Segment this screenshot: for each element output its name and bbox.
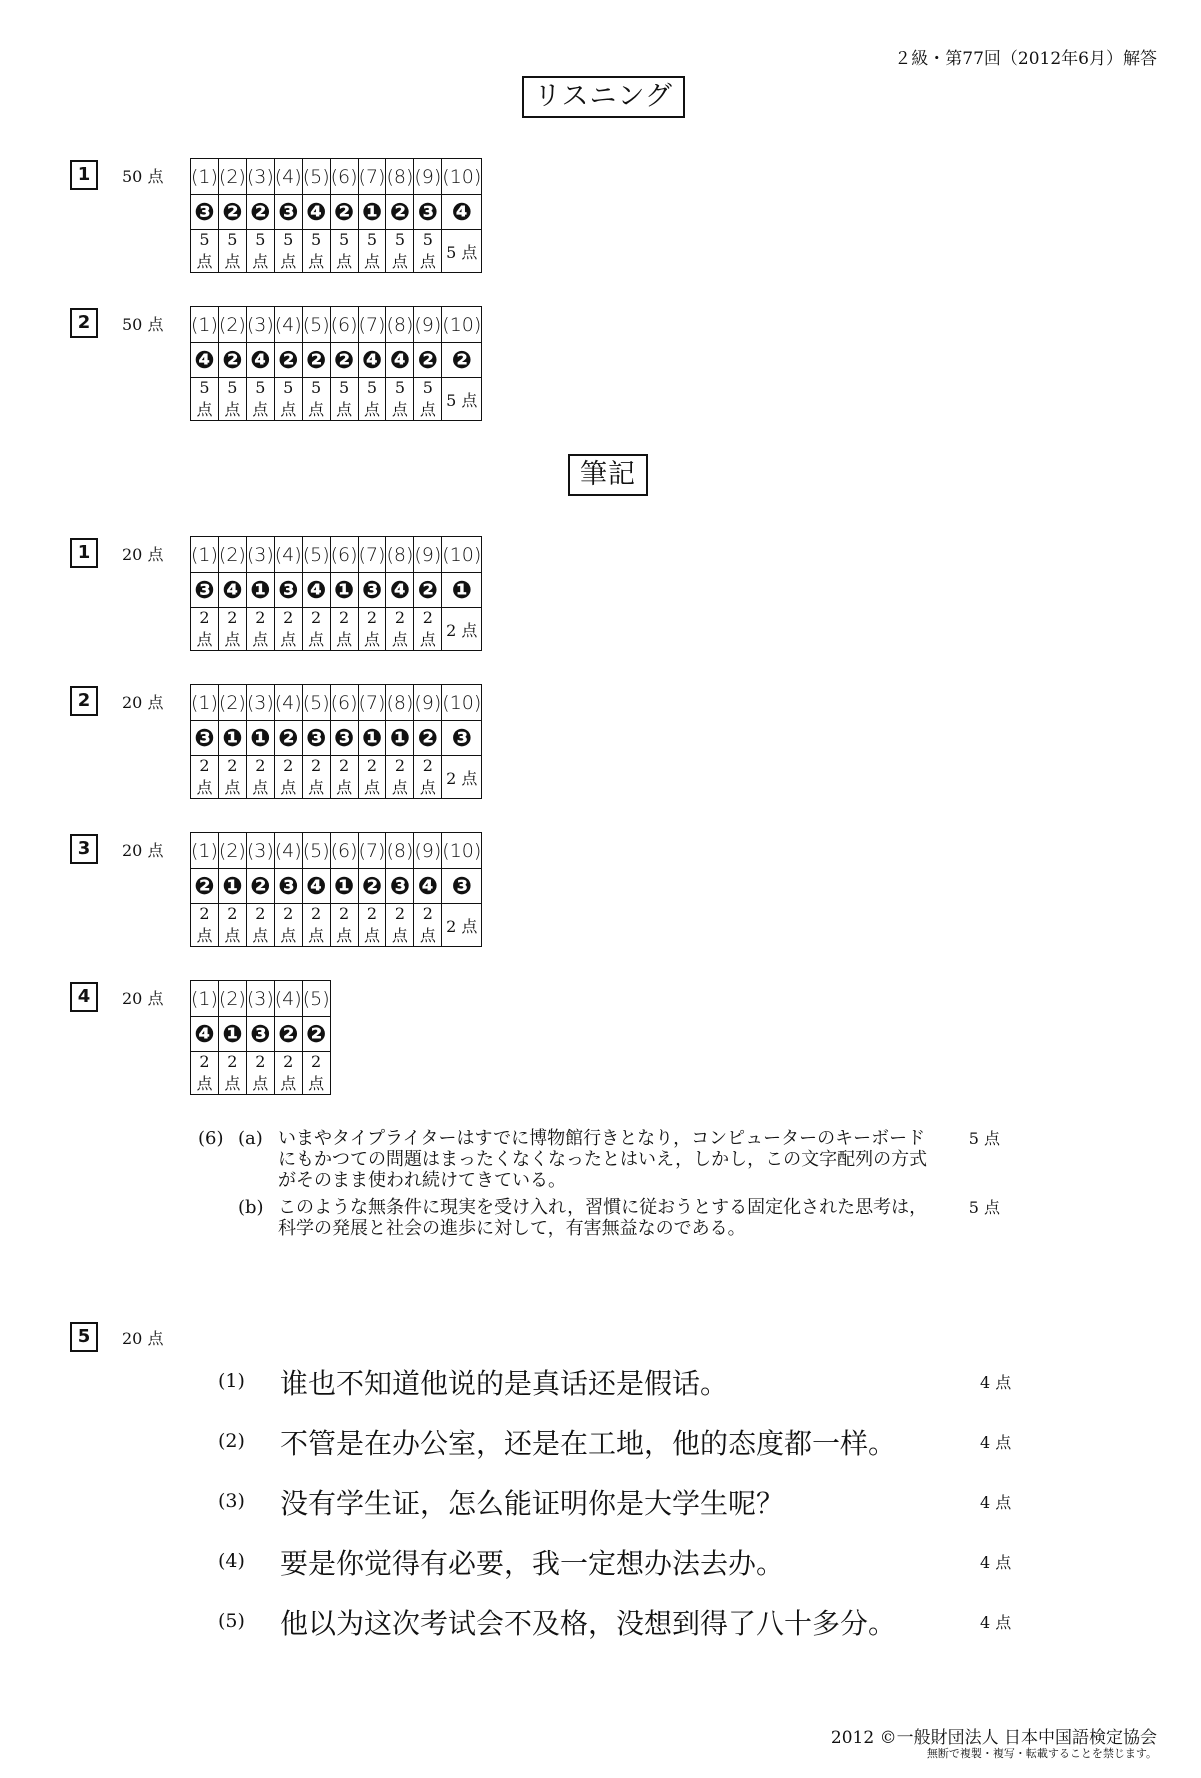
item-number: (3) xyxy=(246,685,274,721)
item-score: 2 点 xyxy=(358,904,386,947)
question-number: 2 xyxy=(70,308,98,338)
item-number: (5) xyxy=(302,537,330,573)
item-number: (7) xyxy=(358,159,386,195)
item-score: 2 点 xyxy=(246,756,274,799)
answer-table xyxy=(190,306,482,421)
item-score: 2 点 xyxy=(330,904,358,947)
answer-mark: ❸ xyxy=(191,195,219,230)
item-points: 4 点 xyxy=(980,1613,1012,1632)
item-score: 2 点 xyxy=(358,608,386,651)
item-number: (2) xyxy=(218,307,246,343)
item-number: (9) xyxy=(414,833,442,869)
item-number: (1) xyxy=(191,685,219,721)
answer-mark: ❷ xyxy=(442,343,482,378)
item-number: (6) xyxy=(330,307,358,343)
item-number: (3) xyxy=(246,981,274,1017)
answer-mark: ❶ xyxy=(386,721,414,756)
item-score: 2 点 xyxy=(218,756,246,799)
answer-mark: ❷ xyxy=(246,195,274,230)
item-number: (8) xyxy=(386,159,414,195)
answer-mark: ❸ xyxy=(191,573,219,608)
item-score: 2 点 xyxy=(442,904,482,947)
answer-mark: ❹ xyxy=(302,573,330,608)
answer-mark: ❹ xyxy=(358,343,386,378)
answer-table xyxy=(190,980,331,1095)
item-number: (5) xyxy=(302,685,330,721)
item-score: 2 点 xyxy=(386,904,414,947)
item-number: (9) xyxy=(414,537,442,573)
item-number: (2) xyxy=(218,537,246,573)
answer-table xyxy=(190,158,482,273)
answer-mark: ❸ xyxy=(330,721,358,756)
answer-mark: ❹ xyxy=(414,869,442,904)
answer-mark: ❹ xyxy=(302,195,330,230)
item-score: 5 点 xyxy=(442,230,482,273)
answer-mark: ❸ xyxy=(274,195,302,230)
item-number: (6) xyxy=(330,159,358,195)
item-score: 2 点 xyxy=(414,904,442,947)
item-score: 2 点 xyxy=(191,1052,219,1095)
answer-table xyxy=(190,684,482,799)
question-4-part-6 xyxy=(198,1128,1028,1245)
part-number: (6) xyxy=(198,1128,224,1149)
answer-mark: ❸ xyxy=(274,869,302,904)
item-number: (9) xyxy=(414,307,442,343)
question-number: 4 xyxy=(70,982,98,1012)
answer-mark: ❹ xyxy=(218,573,246,608)
question-number: 1 xyxy=(70,160,98,190)
question-number: 3 xyxy=(70,834,98,864)
answer-mark: ❷ xyxy=(330,195,358,230)
answer-mark: ❸ xyxy=(246,1017,274,1052)
exam-info: ２級・第77回（2012年6月）解答 xyxy=(894,49,1157,69)
item-score: 5 点 xyxy=(302,230,330,273)
item-score: 5 点 xyxy=(414,378,442,421)
question-points: 20 点 xyxy=(122,989,164,1008)
item-number: (4) xyxy=(274,159,302,195)
answer-mark: ❸ xyxy=(442,869,482,904)
item-score: 5 点 xyxy=(358,378,386,421)
item-number: (6) xyxy=(330,833,358,869)
answer-table xyxy=(190,832,482,947)
item-number: (2) xyxy=(218,159,246,195)
item-score: 5 点 xyxy=(246,230,274,273)
answer-mark: ❷ xyxy=(302,343,330,378)
item-score: 2 点 xyxy=(302,756,330,799)
item-score: 5 点 xyxy=(246,378,274,421)
item-number: (7) xyxy=(358,833,386,869)
answer-mark: ❷ xyxy=(274,721,302,756)
item-points: 4 点 xyxy=(980,1493,1012,1512)
item-score: 5 点 xyxy=(191,378,219,421)
item-number: (3) xyxy=(246,159,274,195)
writing-title: 筆記 xyxy=(568,454,648,496)
answer-mark: ❶ xyxy=(218,1017,246,1052)
answer-mark: ❷ xyxy=(246,869,274,904)
item-number: (9) xyxy=(414,685,442,721)
answer-mark: ❹ xyxy=(302,869,330,904)
item-number: (2) xyxy=(218,1430,245,1452)
answer-mark: ❸ xyxy=(386,869,414,904)
item-score: 5 点 xyxy=(330,378,358,421)
reproduction-notice: 無断で複製・複写・転載することを禁じます。 xyxy=(926,1747,1157,1760)
answer-mark: ❷ xyxy=(302,1017,330,1052)
answer-mark: ❶ xyxy=(442,573,482,608)
item-score: 2 点 xyxy=(218,1052,246,1095)
item-score: 2 点 xyxy=(274,756,302,799)
item-number: (5) xyxy=(218,1610,245,1632)
item-number: (5) xyxy=(302,833,330,869)
translation-item-1 xyxy=(218,1362,1018,1408)
question-points: 50 点 xyxy=(122,167,164,186)
item-score: 2 点 xyxy=(386,756,414,799)
item-number: (9) xyxy=(414,159,442,195)
answer-text: いまやタイプライターはすでに博物館行きとなり，コンピューターのキーボードにもかつての問題はまったくなくなったとはいえ，しかし，この文字配列の方式がそのまま使われ続けてきている。 xyxy=(278,1128,928,1191)
item-number: (4) xyxy=(274,833,302,869)
item-number: (10) xyxy=(442,537,482,573)
item-number: (5) xyxy=(302,981,330,1017)
answer-mark: ❷ xyxy=(218,195,246,230)
question-number: 1 xyxy=(70,538,98,568)
answer-mark: ❹ xyxy=(191,343,219,378)
answer-mark: ❷ xyxy=(330,343,358,378)
item-score: 5 点 xyxy=(218,378,246,421)
item-score: 2 点 xyxy=(191,904,219,947)
translation-text: 不管是在办公室，还是在工地，他的态度都一样。 xyxy=(280,1427,897,1460)
item-number: (5) xyxy=(302,307,330,343)
item-score: 5 点 xyxy=(302,378,330,421)
translation-item-4 xyxy=(218,1542,1018,1588)
item-score: 5 点 xyxy=(274,378,302,421)
question-number: 5 xyxy=(70,1322,98,1352)
answer-mark: ❷ xyxy=(218,343,246,378)
item-number: (7) xyxy=(358,307,386,343)
item-score: 2 点 xyxy=(358,756,386,799)
item-score: 2 点 xyxy=(191,756,219,799)
question-number: 2 xyxy=(70,686,98,716)
item-number: (4) xyxy=(274,537,302,573)
part-points: 5 点 xyxy=(968,1198,1000,1217)
item-number: (10) xyxy=(442,159,482,195)
item-score: 2 点 xyxy=(302,1052,330,1095)
item-score: 2 点 xyxy=(302,904,330,947)
translation-text: 要是你觉得有必要，我一定想办法去办。 xyxy=(280,1547,785,1580)
item-score: 2 点 xyxy=(330,756,358,799)
item-score: 2 点 xyxy=(218,904,246,947)
item-number: (3) xyxy=(246,537,274,573)
item-number: (6) xyxy=(330,537,358,573)
item-score: 2 点 xyxy=(414,756,442,799)
answer-mark: ❹ xyxy=(386,343,414,378)
item-number: (10) xyxy=(442,833,482,869)
copyright: 2012 ©一般財団法人 日本中国語検定協会 xyxy=(830,1728,1157,1748)
question-points: 20 点 xyxy=(122,1329,164,1348)
answer-mark: ❷ xyxy=(386,195,414,230)
item-score: 2 点 xyxy=(442,756,482,799)
answer-mark: ❶ xyxy=(358,195,386,230)
answer-mark: ❷ xyxy=(414,573,442,608)
item-number: (10) xyxy=(442,685,482,721)
answer-mark: ❸ xyxy=(358,573,386,608)
answer-mark: ❶ xyxy=(218,869,246,904)
item-number: (8) xyxy=(386,833,414,869)
answer-mark: ❹ xyxy=(246,343,274,378)
item-number: (2) xyxy=(218,981,246,1017)
question-points: 20 点 xyxy=(122,545,164,564)
answer-mark: ❷ xyxy=(414,343,442,378)
answer-table xyxy=(190,536,482,651)
item-number: (8) xyxy=(386,537,414,573)
part-label: (b) xyxy=(238,1197,264,1218)
item-score: 2 点 xyxy=(302,608,330,651)
item-number: (10) xyxy=(442,307,482,343)
item-number: (3) xyxy=(246,307,274,343)
item-score: 2 点 xyxy=(246,1052,274,1095)
item-score: 2 点 xyxy=(386,608,414,651)
item-score: 5 点 xyxy=(358,230,386,273)
item-score: 2 点 xyxy=(246,608,274,651)
answer-mark: ❸ xyxy=(302,721,330,756)
item-number: (8) xyxy=(386,307,414,343)
question-points: 50 点 xyxy=(122,315,164,334)
item-score: 5 点 xyxy=(274,230,302,273)
translation-text: 没有学生证，怎么能证明你是大学生呢？ xyxy=(280,1487,785,1520)
part-label: (a) xyxy=(238,1128,263,1149)
answer-mark: ❸ xyxy=(442,721,482,756)
translation-text: 谁也不知道他说的是真话还是假话。 xyxy=(280,1367,729,1400)
item-score: 2 点 xyxy=(414,608,442,651)
item-number: (6) xyxy=(330,685,358,721)
item-score: 2 点 xyxy=(246,904,274,947)
item-score: 2 点 xyxy=(274,608,302,651)
item-number: (7) xyxy=(358,537,386,573)
item-score: 2 点 xyxy=(274,904,302,947)
item-score: 5 点 xyxy=(330,230,358,273)
answer-mark: ❶ xyxy=(246,573,274,608)
item-score: 2 点 xyxy=(274,1052,302,1095)
answer-mark: ❹ xyxy=(442,195,482,230)
answer-mark: ❶ xyxy=(358,721,386,756)
item-number: (4) xyxy=(274,981,302,1017)
item-score: 2 点 xyxy=(442,608,482,651)
answer-text: このような無条件に現実を受け入れ，習慣に従おうとする固定化された思考は，科学の発展と社会の進歩に対して，有害無益なのである。 xyxy=(278,1197,928,1239)
item-number: (4) xyxy=(274,307,302,343)
question-points: 20 点 xyxy=(122,693,164,712)
item-number: (7) xyxy=(358,685,386,721)
answer-mark: ❹ xyxy=(386,573,414,608)
item-number: (1) xyxy=(218,1370,245,1392)
item-points: 4 点 xyxy=(980,1553,1012,1572)
item-number: (3) xyxy=(218,1490,245,1512)
answer-mark: ❷ xyxy=(191,869,219,904)
question-points: 20 点 xyxy=(122,841,164,860)
item-score: 2 点 xyxy=(191,608,219,651)
item-points: 4 点 xyxy=(980,1373,1012,1392)
item-number: (1) xyxy=(191,981,219,1017)
answer-mark: ❷ xyxy=(274,343,302,378)
answer-mark: ❸ xyxy=(274,573,302,608)
item-score: 2 点 xyxy=(330,608,358,651)
item-number: (8) xyxy=(386,685,414,721)
answer-mark: ❹ xyxy=(191,1017,219,1052)
item-score: 5 点 xyxy=(386,378,414,421)
answer-mark: ❶ xyxy=(330,869,358,904)
part-6b xyxy=(198,1197,1028,1239)
item-score: 5 点 xyxy=(218,230,246,273)
item-score: 5 点 xyxy=(191,230,219,273)
item-number: (2) xyxy=(218,833,246,869)
item-number: (4) xyxy=(218,1550,245,1572)
answer-mark: ❸ xyxy=(414,195,442,230)
translation-item-3 xyxy=(218,1482,1018,1528)
answer-mark: ❷ xyxy=(414,721,442,756)
item-number: (1) xyxy=(191,159,219,195)
item-number: (1) xyxy=(191,537,219,573)
item-number: (1) xyxy=(191,833,219,869)
item-points: 4 点 xyxy=(980,1433,1012,1452)
answer-mark: ❶ xyxy=(330,573,358,608)
answer-mark: ❸ xyxy=(191,721,219,756)
answer-mark: ❷ xyxy=(274,1017,302,1052)
listening-title: リスニング xyxy=(522,76,685,118)
item-number: (5) xyxy=(302,159,330,195)
item-number: (2) xyxy=(218,685,246,721)
item-score: 5 点 xyxy=(386,230,414,273)
item-score: 5 点 xyxy=(442,378,482,421)
answer-mark: ❶ xyxy=(246,721,274,756)
item-number: (3) xyxy=(246,833,274,869)
part-points: 5 点 xyxy=(968,1129,1000,1148)
item-score: 5 点 xyxy=(414,230,442,273)
translation-item-2 xyxy=(218,1422,1018,1468)
item-number: (1) xyxy=(191,307,219,343)
part-6a xyxy=(198,1128,1028,1191)
answer-mark: ❷ xyxy=(358,869,386,904)
answer-mark: ❶ xyxy=(218,721,246,756)
item-number: (4) xyxy=(274,685,302,721)
translation-text: 他以为这次考试会不及格，没想到得了八十多分。 xyxy=(280,1607,897,1640)
item-score: 2 点 xyxy=(218,608,246,651)
translation-item-5 xyxy=(218,1602,1018,1648)
